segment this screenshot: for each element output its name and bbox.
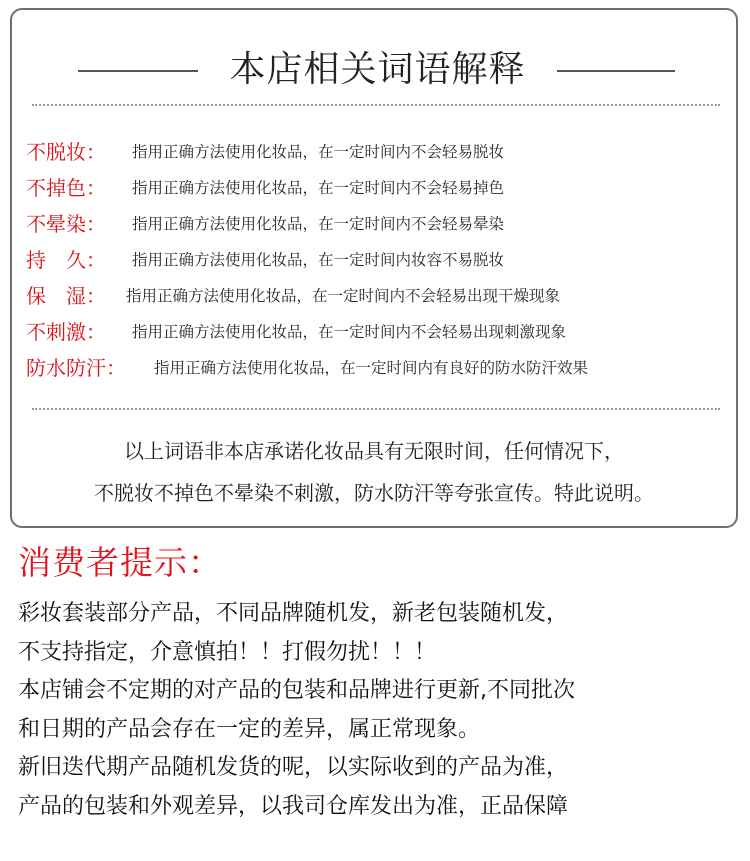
term-description: 指用正确方法使用化妆品，在一定时间内不会轻易出现干燥现象 (126, 287, 561, 305)
term-label: 不脱妆： (26, 140, 106, 164)
tip-line: 不支持指定，介意慎拍！！打假勿扰！！！ (18, 639, 437, 665)
tip-line: 新旧迭代期产品随机发货的呢，以实际收到的产品为准， (18, 755, 569, 780)
dotted-divider-bottom (32, 408, 720, 410)
term-description: 指用正确方法使用化妆品，在一定时间内妆容不易脱妆 (132, 251, 505, 269)
title-divider-left (78, 70, 198, 72)
term-description: 指用正确方法使用化妆品，在一定时间内不会轻易脱妆 (132, 143, 505, 161)
disclaimer-line: 不脱妆不掉色不晕染不刺激，防水防汗等夸张宣传。特此说明。 (94, 481, 654, 505)
term-label: 防水防汗： (26, 356, 126, 380)
terms-card (10, 8, 738, 528)
term-row (26, 170, 726, 206)
page-title: 本店相关词语解释 (229, 49, 526, 90)
term-row (26, 314, 726, 350)
term-description: 指用正确方法使用化妆品，在一定时间内有良好的防水防汗效果 (154, 359, 589, 377)
disclaimer-line: 以上词语非本店承诺化妆品具有无限时间，任何情况下， (124, 439, 624, 463)
term-row (26, 206, 726, 242)
term-row (26, 134, 726, 170)
tip-line: 本店铺会不定期的对产品的包装和品牌进行更新,不同批次 (18, 678, 575, 703)
tip-line: 彩妆套装部分产品，不同品牌随机发，新老包装随机发， (18, 601, 569, 626)
term-row (26, 350, 726, 386)
term-label: 不掉色： (26, 176, 106, 200)
title-row (12, 40, 736, 100)
term-label: 持 久： (26, 248, 106, 272)
disclaimer-note (12, 430, 736, 514)
term-label: 不刺激： (26, 320, 106, 344)
consumer-tips-title: 消费者提示： (18, 543, 222, 582)
term-row (26, 278, 726, 314)
term-description: 指用正确方法使用化妆品，在一定时间内不会轻易晕染 (132, 215, 505, 233)
dotted-divider-top (32, 104, 720, 106)
terms-list (26, 134, 726, 386)
tip-line: 和日期的产品会存在一定的差异，属正常现象。 (18, 716, 481, 742)
term-description: 指用正确方法使用化妆品，在一定时间内不会轻易掉色 (132, 179, 505, 197)
title-divider-right (557, 70, 675, 72)
term-description: 指用正确方法使用化妆品，在一定时间内不会轻易出现刺激现象 (132, 323, 567, 341)
tip-line: 产品的包装和外观差异，以我司仓库发出为准，正品保障 (18, 793, 569, 819)
term-row (26, 242, 726, 278)
consumer-tips-body (18, 595, 738, 826)
term-label: 保 湿： (26, 284, 106, 308)
term-label: 不晕染： (26, 212, 106, 236)
